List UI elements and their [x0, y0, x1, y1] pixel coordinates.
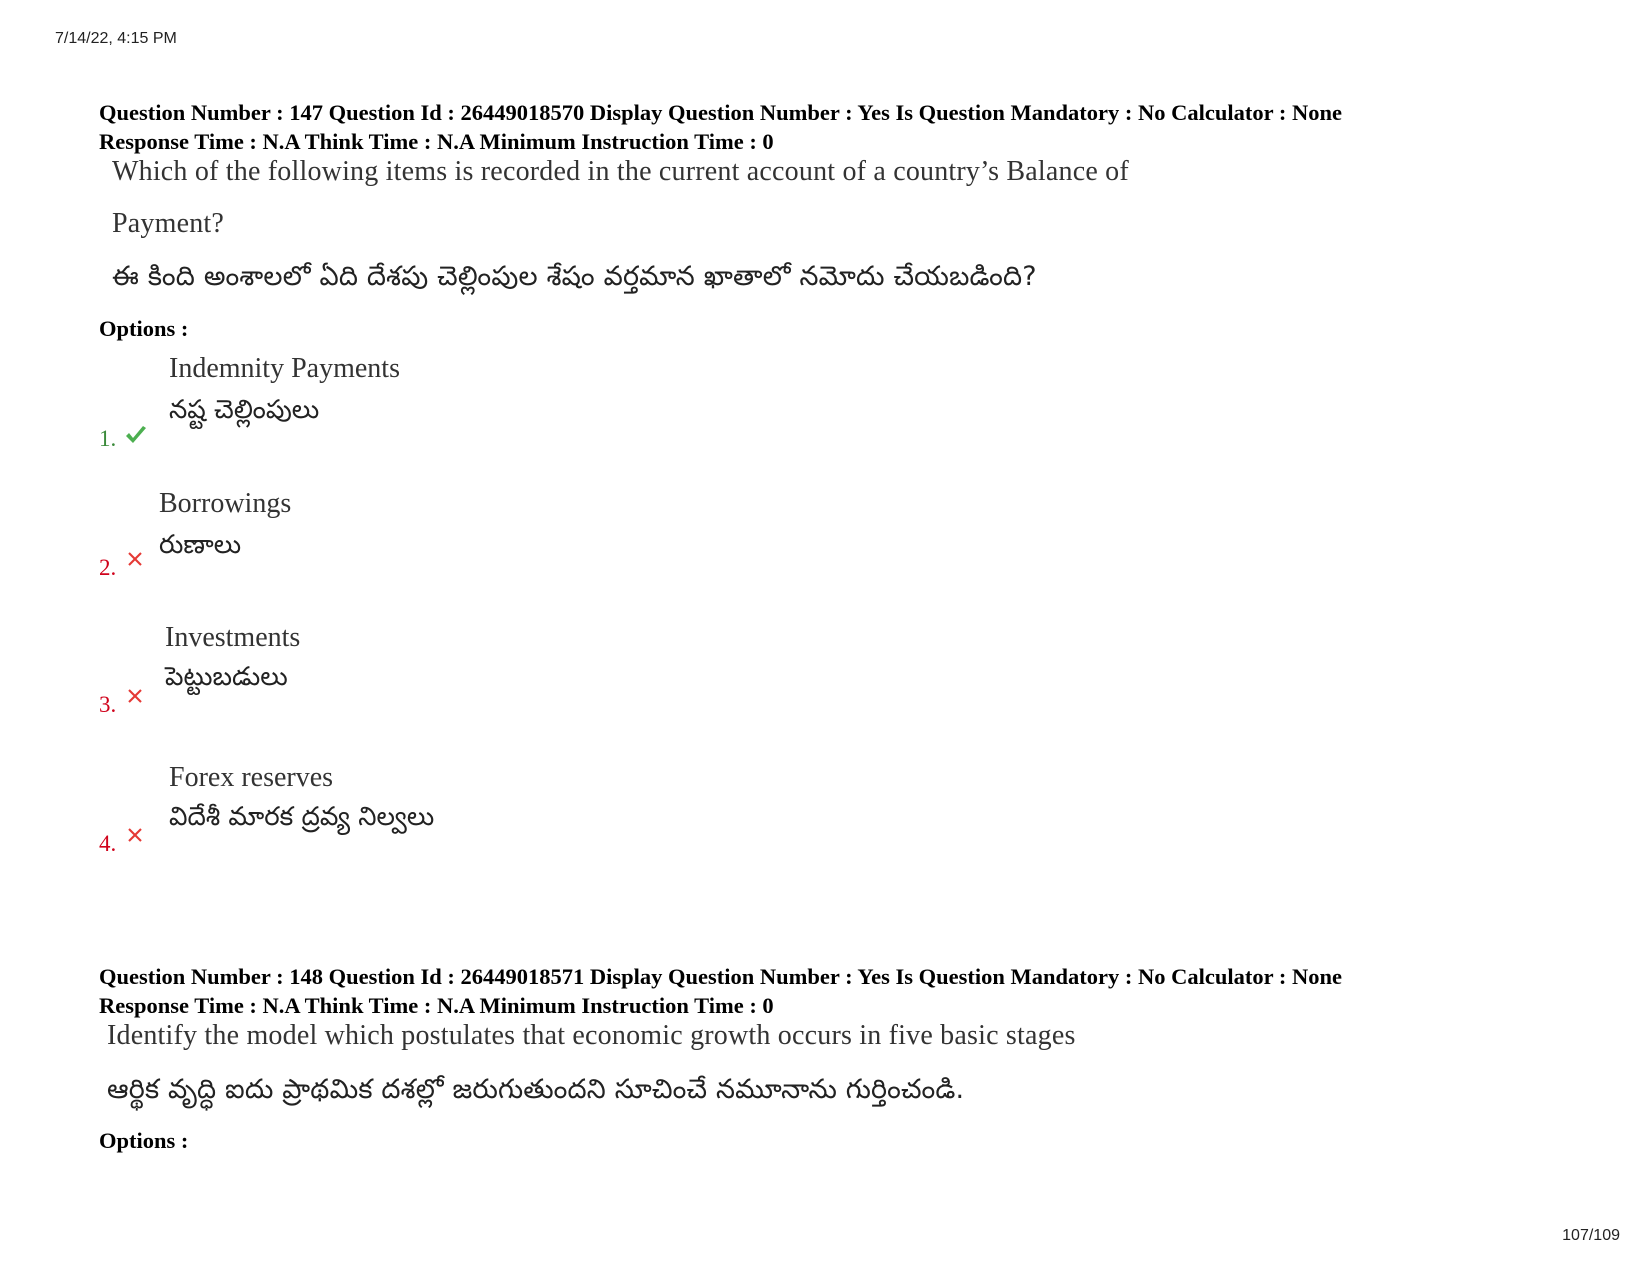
- option-3: [99, 622, 799, 732]
- question-text-telugu: ఈ కింది అంశాలలో ఏది దేశపు చెల్లింపుల శేషం వర్తమాన ఖాతాలో నమోదు చేయబడింది?: [112, 261, 1037, 292]
- option-2: [99, 488, 799, 598]
- option-text-telugu: రుణాలు: [159, 530, 242, 560]
- option-text-en: Forex reserves: [169, 762, 334, 793]
- option-number: 1.: [99, 426, 117, 451]
- question-text-telugu: ఆర్థిక వృద్ధి ఐదు ప్రాథమిక దశల్లో జరుగుతుందని సూచించే నమూనాను గుర్తించండి.: [107, 1074, 965, 1105]
- question-text-en-line-2: Payment?: [112, 208, 225, 239]
- question-meta-line-1: Question Number : 147 Question Id : 26449018570 Display Question Number : Yes Is Question Mandatory : No Calculator : None: [99, 100, 1342, 125]
- page-number: 107/109: [1562, 1227, 1620, 1244]
- cross-icon: [126, 826, 144, 844]
- options-label: Options :: [99, 316, 189, 341]
- option-text-telugu: నష్ట చెల్లింపులు: [169, 395, 320, 425]
- question-meta-line-2: Response Time : N.A Think Time : N.A Minimum Instruction Time : 0: [99, 129, 774, 154]
- option-text-telugu: విదేశీ మారక ద్రవ్య నిల్వలు: [169, 802, 435, 832]
- question-147: [99, 98, 1579, 868]
- question-text-en-line-1: Which of the following items is recorded in the current account of a country’s Balance of: [112, 156, 1129, 187]
- option-number: 3.: [99, 692, 117, 717]
- cross-icon: [126, 687, 144, 705]
- question-meta-line-1: Question Number : 148 Question Id : 26449018571 Display Question Number : Yes Is Question Mandatory : No Calculator : None: [99, 964, 1342, 989]
- option-number: 4.: [99, 831, 117, 856]
- question-meta-line-2: Response Time : N.A Think Time : N.A Minimum Instruction Time : 0: [99, 993, 774, 1018]
- option-1: [99, 353, 799, 463]
- cross-icon: [126, 550, 144, 568]
- print-timestamp: 7/14/22, 4:15 PM: [55, 30, 177, 47]
- option-text-en: Indemnity Payments: [169, 353, 400, 384]
- option-text-en: Borrowings: [159, 488, 292, 519]
- option-text-en: Investments: [165, 622, 301, 653]
- option-4: [99, 762, 799, 872]
- option-number: 2.: [99, 555, 117, 580]
- question-text-en: Identify the model which postulates that economic growth occurs in five basic stages: [107, 1020, 1076, 1051]
- options-label: Options :: [99, 1128, 189, 1153]
- question-148: [99, 962, 1579, 1182]
- option-text-telugu: పెట్టుబడులు: [165, 662, 288, 692]
- checkmark-icon: [124, 423, 148, 447]
